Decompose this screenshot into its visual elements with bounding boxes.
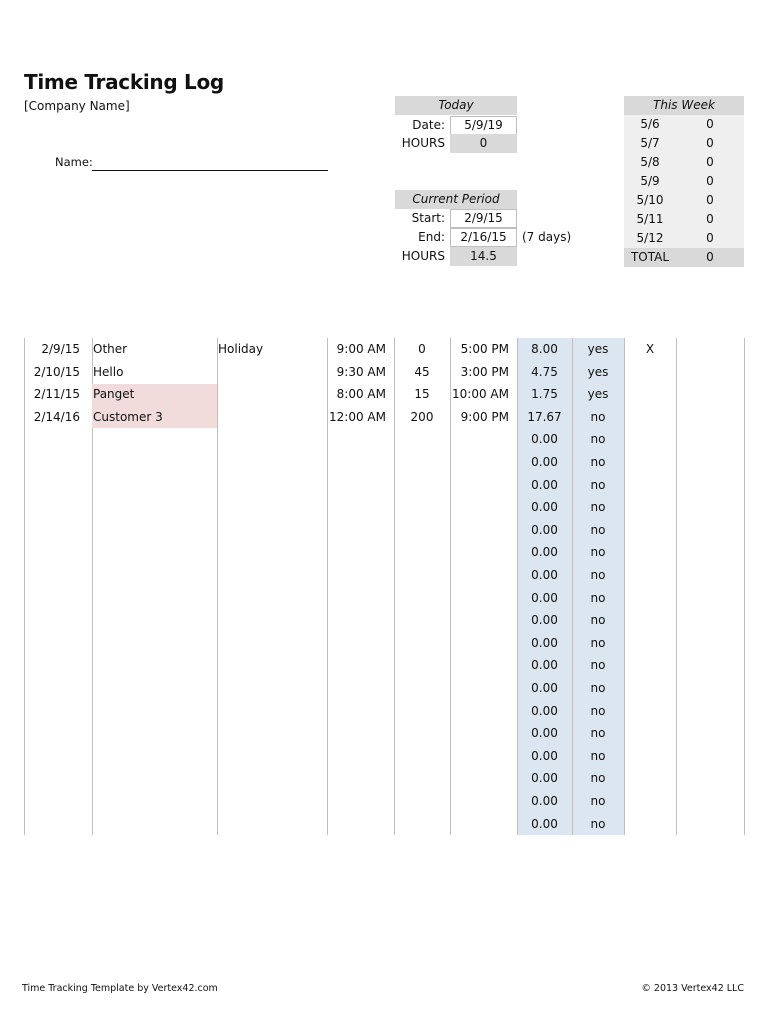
time-out-cell[interactable]: [450, 428, 509, 451]
time-out-cell[interactable]: [450, 790, 509, 813]
task-cell[interactable]: [218, 564, 326, 587]
date-cell[interactable]: [24, 496, 80, 519]
project-cell[interactable]: [93, 722, 215, 745]
overtime-cell: no: [590, 590, 606, 605]
time-in-cell[interactable]: [327, 609, 386, 632]
date-cell[interactable]: [24, 451, 80, 474]
date-cell[interactable]: 2/11/15: [33, 387, 80, 402]
time-in-cell[interactable]: [327, 587, 386, 610]
week-day-row: [624, 191, 744, 210]
start-label: Start:: [411, 211, 445, 225]
week-day-row: [624, 229, 744, 248]
task-cell[interactable]: [218, 654, 326, 677]
week-day-row: [624, 172, 744, 191]
task-cell[interactable]: [218, 813, 326, 836]
mark-cell[interactable]: [624, 496, 676, 519]
date-cell[interactable]: [24, 519, 80, 542]
time-out-cell[interactable]: 3:00 PM: [460, 364, 509, 379]
date-cell[interactable]: [24, 587, 80, 610]
time-out-cell[interactable]: [450, 813, 509, 836]
time-log-table: [24, 338, 744, 835]
time-out-cell[interactable]: [450, 722, 509, 745]
project-cell[interactable]: [93, 519, 215, 542]
page-title: Time Tracking Log: [24, 70, 224, 94]
overtime-cell: no: [590, 568, 606, 582]
period-hours-label: HOURS: [401, 249, 445, 263]
week-day-hours: 0: [706, 136, 714, 150]
task-cell[interactable]: [218, 632, 326, 655]
break-cell[interactable]: [394, 564, 450, 587]
date-cell[interactable]: [24, 654, 80, 677]
mark-cell[interactable]: [624, 790, 676, 813]
break-cell[interactable]: [394, 632, 450, 655]
time-out-cell[interactable]: [450, 654, 509, 677]
time-out-cell[interactable]: [450, 519, 509, 542]
hours-cell: 0.00: [531, 726, 558, 741]
time-out-cell[interactable]: [450, 541, 509, 564]
overtime-cell: no: [590, 658, 606, 673]
date-cell[interactable]: [24, 790, 80, 813]
mark-cell[interactable]: [624, 609, 676, 632]
date-cell[interactable]: 2/14/16: [33, 409, 80, 424]
name-label: Name:: [55, 155, 93, 169]
time-in-cell[interactable]: 8:00 AM: [336, 387, 386, 402]
task-cell[interactable]: [218, 700, 326, 723]
task-cell[interactable]: [218, 361, 326, 384]
week-day-row: [624, 115, 744, 134]
time-in-cell[interactable]: [327, 428, 386, 451]
task-cell[interactable]: [218, 587, 326, 610]
mark-cell[interactable]: [624, 541, 676, 564]
mark-cell[interactable]: [624, 587, 676, 610]
break-cell[interactable]: [394, 428, 450, 451]
week-day-hours: 0: [706, 155, 714, 169]
time-in-cell[interactable]: [327, 767, 386, 790]
time-out-cell[interactable]: [450, 564, 509, 587]
project-cell[interactable]: [93, 474, 215, 497]
time-out-cell[interactable]: 10:00 AM: [452, 387, 509, 402]
hours-cell: 1.75: [531, 387, 558, 402]
project-cell[interactable]: [93, 496, 215, 519]
break-cell[interactable]: 0: [418, 342, 426, 356]
hours-cell: 0.00: [531, 568, 558, 582]
hours-cell: 0.00: [531, 681, 558, 695]
hours-cell: 0.00: [531, 477, 558, 492]
overtime-cell: yes: [587, 387, 609, 402]
mark-cell[interactable]: [624, 677, 676, 700]
overtime-cell: no: [590, 681, 606, 695]
date-cell[interactable]: [24, 767, 80, 790]
project-cell[interactable]: Panget: [93, 387, 135, 402]
project-cell[interactable]: [93, 745, 215, 768]
break-cell[interactable]: [394, 451, 450, 474]
date-cell[interactable]: 2/10/15: [33, 364, 80, 379]
date-cell[interactable]: [24, 677, 80, 700]
today-hours-label: HOURS: [401, 136, 445, 150]
project-cell[interactable]: [93, 813, 215, 836]
project-cell[interactable]: [93, 767, 215, 790]
time-in-cell[interactable]: [327, 564, 386, 587]
week-total-value: 0: [706, 250, 714, 264]
time-in-cell[interactable]: [327, 451, 386, 474]
time-in-cell[interactable]: [327, 722, 386, 745]
week-total-label: TOTAL: [630, 250, 670, 264]
project-cell[interactable]: [93, 587, 215, 610]
break-cell[interactable]: [394, 745, 450, 768]
week-day-label: 5/10: [636, 193, 664, 207]
break-cell[interactable]: [394, 587, 450, 610]
week-day-label: 5/11: [636, 212, 664, 226]
break-cell[interactable]: 15: [414, 387, 430, 402]
date-cell[interactable]: [24, 722, 80, 745]
week-day-label: 5/8: [640, 155, 660, 169]
break-cell[interactable]: 200: [410, 409, 434, 424]
time-in-cell[interactable]: [327, 813, 386, 836]
date-cell[interactable]: [24, 813, 80, 836]
time-out-cell[interactable]: [450, 677, 509, 700]
hours-cell: 0.00: [531, 635, 558, 650]
week-day-row: [624, 210, 744, 229]
overtime-cell: no: [590, 726, 606, 741]
break-cell[interactable]: [394, 654, 450, 677]
week-day-label: 5/7: [640, 136, 660, 150]
task-cell[interactable]: [218, 677, 326, 700]
hours-cell: 0.00: [531, 590, 558, 605]
hours-cell: 0.00: [531, 455, 558, 469]
week-day-hours: 0: [706, 212, 714, 226]
project-cell[interactable]: [93, 700, 215, 723]
project-cell[interactable]: Customer 3: [93, 409, 163, 424]
overtime-cell: no: [590, 703, 606, 718]
hours-cell: 0.00: [531, 748, 558, 763]
break-cell[interactable]: 45: [414, 364, 430, 379]
project-cell[interactable]: [93, 541, 215, 564]
week-day-label: 5/6: [640, 117, 660, 131]
week-day-hours: 0: [706, 117, 714, 131]
footer-copyright: © 2013 Vertex42 LLC: [641, 983, 744, 994]
break-cell[interactable]: [394, 767, 450, 790]
task-cell[interactable]: [218, 790, 326, 813]
today-hours-value: 0: [450, 134, 517, 153]
week-day-hours: 0: [706, 231, 714, 245]
overtime-cell: no: [590, 794, 606, 808]
overtime-cell: no: [590, 771, 606, 786]
company-name[interactable]: [Company Name]: [24, 99, 130, 113]
project-cell[interactable]: [93, 790, 215, 813]
week-day-label: 5/12: [636, 231, 664, 245]
time-in-cell[interactable]: [327, 654, 386, 677]
time-out-cell[interactable]: [450, 609, 509, 632]
task-cell[interactable]: [218, 428, 326, 451]
mark-cell[interactable]: [624, 722, 676, 745]
task-cell[interactable]: [218, 745, 326, 768]
project-cell[interactable]: [93, 609, 215, 632]
task-cell[interactable]: [218, 722, 326, 745]
time-out-cell[interactable]: [450, 451, 509, 474]
mark-cell[interactable]: [624, 474, 676, 497]
current-period-heading: Current Period: [395, 190, 517, 209]
overtime-cell: no: [590, 522, 606, 537]
time-in-cell[interactable]: 12:00 AM: [329, 409, 386, 424]
time-out-cell[interactable]: 9:00 PM: [460, 409, 509, 424]
overtime-cell: yes: [587, 364, 609, 379]
mark-cell[interactable]: [624, 564, 676, 587]
break-cell[interactable]: [394, 813, 450, 836]
hours-cell: 4.75: [531, 364, 558, 379]
mark-cell[interactable]: [624, 632, 676, 655]
time-in-cell[interactable]: [327, 790, 386, 813]
mark-cell[interactable]: [624, 700, 676, 723]
date-cell[interactable]: 2/9/15: [41, 342, 80, 356]
mark-cell[interactable]: [624, 406, 676, 429]
overtime-cell: no: [590, 635, 606, 650]
time-in-cell[interactable]: [327, 474, 386, 497]
task-cell[interactable]: [218, 496, 326, 519]
time-out-cell[interactable]: [450, 700, 509, 723]
overtime-cell: no: [590, 477, 606, 492]
hours-cell: 0.00: [531, 432, 558, 447]
hours-cell: 8.00: [531, 342, 558, 356]
date-cell[interactable]: [24, 632, 80, 655]
end-value: 2/16/15: [450, 228, 517, 247]
overtime-cell: no: [590, 500, 606, 515]
project-cell[interactable]: [93, 654, 215, 677]
week-day-row: [624, 153, 744, 172]
hours-cell: 0.00: [531, 771, 558, 786]
overtime-cell: yes: [587, 342, 609, 356]
date-cell[interactable]: [24, 609, 80, 632]
mark-cell[interactable]: [624, 451, 676, 474]
break-cell[interactable]: [394, 700, 450, 723]
overtime-cell: no: [590, 613, 606, 628]
mark-cell[interactable]: [624, 654, 676, 677]
mark-cell[interactable]: X: [645, 342, 655, 356]
project-cell[interactable]: [93, 564, 215, 587]
overtime-cell: no: [590, 545, 606, 560]
time-in-cell[interactable]: [327, 519, 386, 542]
hours-cell: 0.00: [531, 522, 558, 537]
hours-cell: 17.67: [527, 409, 562, 424]
time-out-cell[interactable]: [450, 496, 509, 519]
mark-cell[interactable]: [624, 813, 676, 836]
mark-cell[interactable]: [624, 383, 676, 406]
task-cell[interactable]: [218, 383, 326, 406]
break-cell[interactable]: [394, 474, 450, 497]
period-hours-value: 14.5: [450, 247, 517, 266]
time-out-cell[interactable]: [450, 767, 509, 790]
hours-cell: 0.00: [531, 613, 558, 628]
project-cell[interactable]: [93, 428, 215, 451]
overtime-cell: no: [590, 432, 606, 447]
date-cell[interactable]: [24, 474, 80, 497]
project-cell[interactable]: Other: [93, 342, 128, 356]
overtime-cell: no: [590, 455, 606, 469]
time-in-cell[interactable]: [327, 496, 386, 519]
mark-cell[interactable]: [624, 519, 676, 542]
this-week-summary: [624, 96, 744, 267]
break-cell[interactable]: [394, 677, 450, 700]
name-field[interactable]: [92, 170, 328, 171]
date-cell[interactable]: [24, 564, 80, 587]
mark-cell[interactable]: [624, 361, 676, 384]
end-label: End:: [418, 230, 445, 244]
date-cell[interactable]: [24, 700, 80, 723]
hours-cell: 0.00: [531, 545, 558, 560]
time-out-cell[interactable]: 5:00 PM: [460, 342, 509, 356]
task-cell[interactable]: [218, 451, 326, 474]
hours-cell: 0.00: [531, 816, 558, 831]
date-value[interactable]: 5/9/19: [450, 116, 517, 135]
time-in-cell[interactable]: [327, 632, 386, 655]
mark-cell[interactable]: [624, 428, 676, 451]
week-total-row: [624, 248, 744, 267]
overtime-cell: no: [590, 748, 606, 763]
hours-cell: 0.00: [531, 658, 558, 673]
break-cell[interactable]: [394, 496, 450, 519]
overtime-cell: no: [590, 409, 606, 424]
task-cell[interactable]: [218, 474, 326, 497]
mark-cell[interactable]: [624, 745, 676, 768]
this-week-heading: This Week: [624, 96, 744, 115]
project-cell[interactable]: Hello: [93, 364, 124, 379]
hours-cell: 0.00: [531, 794, 558, 808]
days-note: (7 days): [522, 230, 572, 244]
break-cell[interactable]: [394, 609, 450, 632]
task-cell[interactable]: [218, 767, 326, 790]
time-in-cell[interactable]: [327, 745, 386, 768]
task-cell[interactable]: [218, 541, 326, 564]
task-cell[interactable]: [218, 519, 326, 542]
time-out-cell[interactable]: [450, 632, 509, 655]
date-cell[interactable]: [24, 745, 80, 768]
time-out-cell[interactable]: [450, 587, 509, 610]
time-in-cell[interactable]: [327, 541, 386, 564]
time-in-cell[interactable]: 9:30 AM: [336, 364, 386, 379]
time-out-cell[interactable]: [450, 745, 509, 768]
hours-cell: 0.00: [531, 703, 558, 718]
week-day-hours: 0: [706, 174, 714, 188]
week-day-label: 5/9: [640, 174, 660, 188]
break-cell[interactable]: [394, 541, 450, 564]
date-cell[interactable]: [24, 428, 80, 451]
time-out-cell[interactable]: [450, 474, 509, 497]
project-cell[interactable]: [93, 677, 215, 700]
week-day-row: [624, 134, 744, 153]
today-heading: Today: [395, 96, 517, 115]
task-cell[interactable]: Holiday: [218, 342, 264, 356]
time-in-cell[interactable]: [327, 700, 386, 723]
project-cell[interactable]: [93, 451, 215, 474]
mark-cell[interactable]: [624, 767, 676, 790]
task-cell[interactable]: [218, 406, 326, 429]
break-cell[interactable]: [394, 722, 450, 745]
break-cell[interactable]: [394, 790, 450, 813]
task-cell[interactable]: [218, 609, 326, 632]
overtime-cell: no: [590, 816, 606, 831]
break-cell[interactable]: [394, 519, 450, 542]
project-cell[interactable]: [93, 632, 215, 655]
time-in-cell[interactable]: 9:00 AM: [336, 342, 386, 356]
time-in-cell[interactable]: [327, 677, 386, 700]
date-label: Date:: [412, 118, 445, 132]
start-value[interactable]: 2/9/15: [450, 209, 517, 228]
hours-cell: 0.00: [531, 500, 558, 515]
date-cell[interactable]: [24, 541, 80, 564]
footer-credit[interactable]: Time Tracking Template by Vertex42.com: [22, 983, 218, 994]
week-day-hours: 0: [706, 193, 714, 207]
